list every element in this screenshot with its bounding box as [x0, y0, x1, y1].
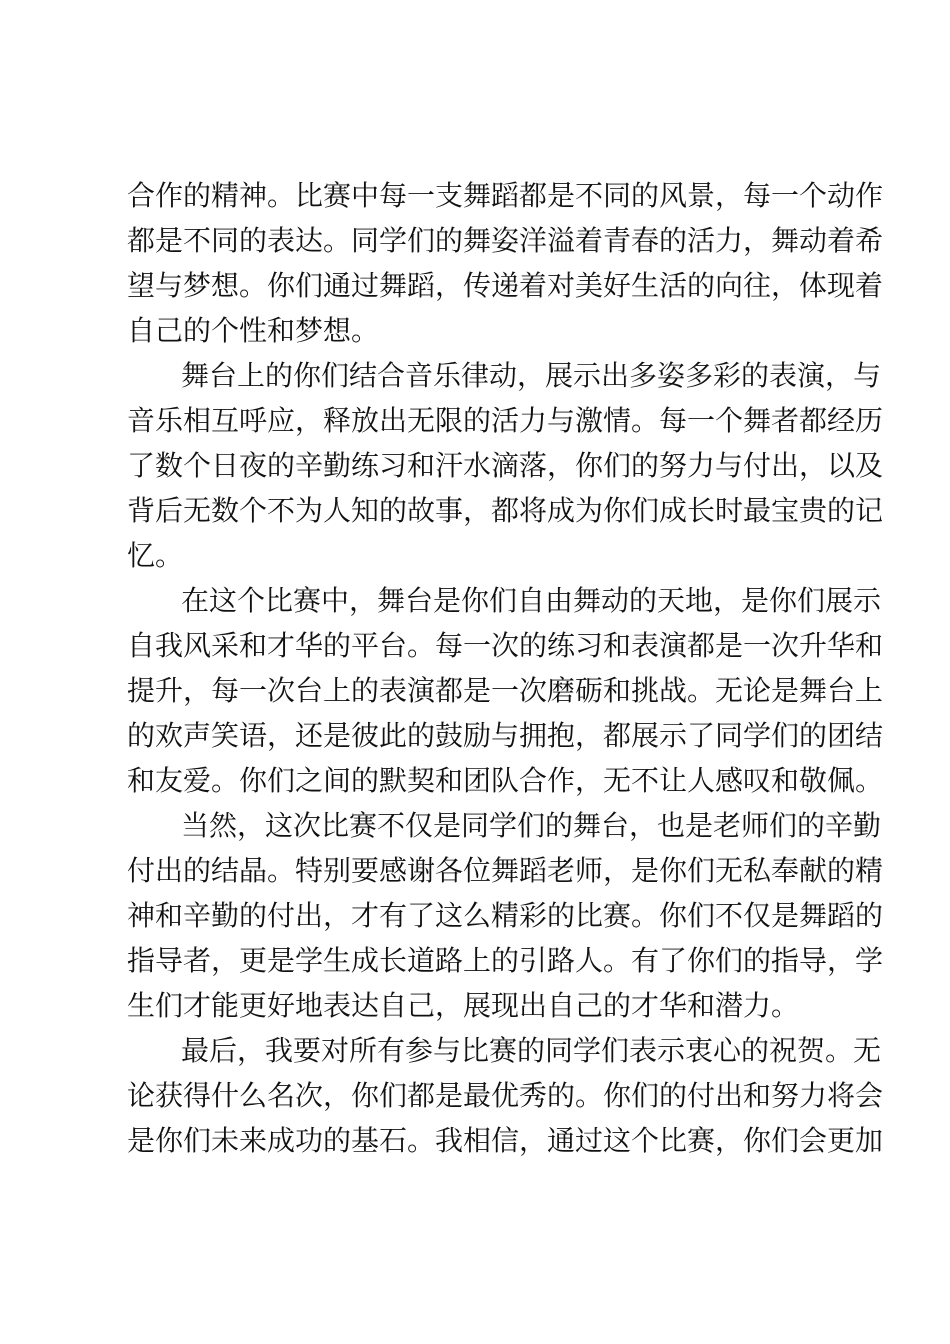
- paragraph: [127, 803, 884, 1028]
- text-line: 自我风采和才华的平台。每一次的练习和表演都是一次升华和: [127, 629, 884, 662]
- paragraph: [127, 353, 884, 578]
- paragraph: [127, 578, 884, 803]
- paragraph: [127, 1028, 884, 1163]
- text-line: 指导者，更是学生成长道路上的引路人。有了你们的指导，学: [127, 944, 884, 977]
- text-line: 在这个比赛中，舞台是你们自由舞动的天地，是你们展示: [181, 584, 882, 617]
- text-line: 舞台上的你们结合音乐律动，展示出多姿多彩的表演，与: [181, 359, 882, 392]
- text-line: 背后无数个不为人知的故事，都将成为你们成长时最宝贵的记: [127, 494, 884, 527]
- text-line: 生们才能更好地表达自己，展现出自己的才华和潜力。: [127, 989, 800, 1022]
- text-line: 付出的结晶。特别要感谢各位舞蹈老师，是你们无私奉献的精: [127, 854, 884, 887]
- paragraph: [127, 173, 884, 353]
- text-line: 望与梦想。你们通过舞蹈，传递着对美好生活的向往，体现着: [127, 269, 884, 302]
- text-line: 忆。: [127, 539, 184, 572]
- text-line: 提升，每一次台上的表演都是一次磨砺和挑战。无论是舞台上: [127, 674, 884, 707]
- text-line: 神和辛勤的付出，才有了这么精彩的比赛。你们不仅是舞蹈的: [127, 899, 884, 932]
- text-line: 了数个日夜的辛勤练习和汗水滴落，你们的努力与付出，以及: [127, 449, 884, 482]
- text-line: 的欢声笑语，还是彼此的鼓励与拥抱，都展示了同学们的团结: [127, 719, 884, 752]
- text-line: 和友爱。你们之间的默契和团队合作，无不让人感叹和敬佩。: [127, 764, 884, 797]
- text-line: 最后，我要对所有参与比赛的同学们表示衷心的祝贺。无: [181, 1034, 882, 1067]
- text-line: 音乐相互呼应，释放出无限的活力与激情。每一个舞者都经历: [127, 404, 884, 437]
- document-body: [127, 173, 884, 1163]
- text-line: 合作的精神。比赛中每一支舞蹈都是不同的风景，每一个动作: [127, 179, 884, 212]
- text-line: 是你们未来成功的基石。我相信，通过这个比赛，你们会更加: [127, 1124, 884, 1157]
- text-line: 论获得什么名次，你们都是最优秀的。你们的付出和努力将会: [127, 1079, 884, 1112]
- text-line: 都是不同的表达。同学们的舞姿洋溢着青春的活力，舞动着希: [127, 224, 884, 257]
- text-line: 自己的个性和梦想。: [127, 314, 380, 347]
- text-line: 当然，这次比赛不仅是同学们的舞台，也是老师们的辛勤: [181, 809, 882, 842]
